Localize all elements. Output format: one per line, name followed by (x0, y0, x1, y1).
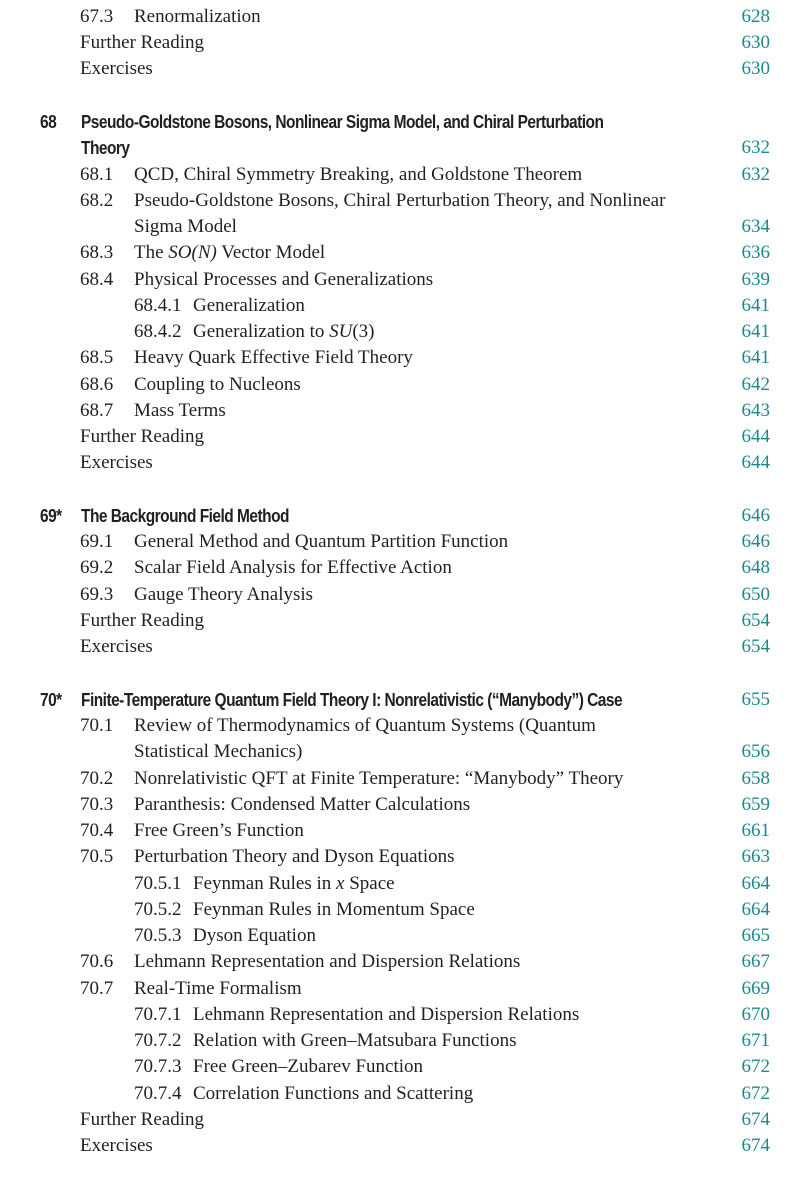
section-title: Gauge Theory Analysis (134, 584, 314, 605)
page-number: 654 (741, 636, 770, 657)
subsection-title: Lehmann Representation and Dispersion Relations (193, 1004, 580, 1025)
page-number: 634 (741, 216, 770, 237)
toc-entry[interactable] (0, 188, 798, 214)
section-title: Heavy Quark Effective Field Theory (134, 347, 413, 368)
toc-entry[interactable] (0, 1002, 798, 1028)
subsection-title: Feynman Rules in x Space (193, 873, 395, 894)
section-title: Mass Terms (134, 400, 226, 421)
chapter-number: 69* (40, 506, 62, 526)
page-number: 644 (741, 426, 770, 447)
toc-entry[interactable] (0, 450, 798, 476)
section-title: The SO(N) Vector Model (134, 242, 326, 263)
toc-entry[interactable] (0, 1028, 798, 1054)
toc-entry[interactable] (0, 398, 798, 424)
toc-entry[interactable] (0, 897, 798, 923)
section-number: 67.3 (80, 6, 114, 27)
toc-entry[interactable] (0, 1054, 798, 1080)
toc-entry[interactable] (0, 240, 798, 266)
page-number: 632 (741, 137, 770, 158)
further-reading-title: Further Reading (80, 32, 205, 53)
page-number: 669 (741, 978, 770, 999)
section-number: 68.3 (80, 242, 114, 263)
toc-entry[interactable] (0, 582, 798, 608)
toc-entry[interactable] (0, 713, 798, 739)
toc-entry[interactable] (0, 372, 798, 398)
toc-entry[interactable] (0, 949, 798, 975)
section-title: Pseudo-Goldstone Bosons, Chiral Perturbation Theory, and Nonlinear (134, 190, 666, 211)
page-number: 663 (741, 846, 770, 867)
toc-entry[interactable] (0, 345, 798, 371)
section-title: Perturbation Theory and Dyson Equations (134, 846, 455, 867)
page-number: 630 (741, 58, 770, 79)
page-number: 632 (741, 164, 770, 185)
section-title: Coupling to Nucleons (134, 374, 301, 395)
toc-entry-continued[interactable] (0, 214, 798, 240)
page-number: 661 (741, 820, 770, 841)
page-number: 658 (741, 768, 770, 789)
subsection-title: Feynman Rules in Momentum Space (193, 899, 475, 920)
page-number: 672 (741, 1056, 770, 1077)
section-number: 69.2 (80, 557, 114, 578)
section-number: 68.4 (80, 269, 114, 290)
page-number: 667 (741, 951, 770, 972)
page-number: 656 (741, 741, 770, 762)
page-number: 674 (741, 1109, 770, 1130)
subsection-number: 70.5.1 (134, 873, 182, 894)
further-reading-title: Further Reading (80, 426, 205, 447)
section-title: Real-Time Formalism (134, 978, 302, 999)
page-number: 641 (741, 321, 770, 342)
toc-entry[interactable] (0, 976, 798, 1002)
section-number: 70.1 (80, 715, 114, 736)
chapter-title: Pseudo-Goldstone Bosons, Nonlinear Sigma Model, and Chiral Perturbation (81, 112, 604, 132)
section-number: 68.7 (80, 400, 114, 421)
page-number: 630 (741, 32, 770, 53)
subsection-number: 70.7.1 (134, 1004, 182, 1025)
page-number: 642 (741, 374, 770, 395)
subsection-title: Correlation Functions and Scattering (193, 1083, 474, 1104)
page-number: 639 (741, 269, 770, 290)
toc-entry[interactable] (0, 529, 798, 555)
toc-entry[interactable] (0, 634, 798, 660)
page-number: 655 (741, 689, 770, 710)
page-number: 672 (741, 1083, 770, 1104)
toc-entry[interactable] (0, 293, 798, 319)
page-number: 659 (741, 794, 770, 815)
exercises-title: Exercises (80, 1135, 153, 1156)
chapter-entry[interactable] (0, 109, 798, 135)
page-number: 665 (741, 925, 770, 946)
section-title-continued: Statistical Mechanics) (134, 741, 303, 762)
page-number: 650 (741, 584, 770, 605)
toc-entry[interactable] (0, 923, 798, 949)
subsection-number: 70.7.3 (134, 1056, 182, 1077)
section-title: Physical Processes and Generalizations (134, 269, 434, 290)
toc-entry[interactable] (0, 1107, 798, 1133)
subsection-number: 70.7.4 (134, 1083, 182, 1104)
page-number: 644 (741, 452, 770, 473)
chapter-number: 70* (40, 690, 62, 710)
section-title: Nonrelativistic QFT at Finite Temperature: “Manybody” Theory (134, 768, 624, 789)
toc-entry[interactable] (0, 555, 798, 581)
page-number: 670 (741, 1004, 770, 1025)
subsection-number: 70.5.3 (134, 925, 182, 946)
chapter-title-continued: Theory (81, 138, 130, 158)
section-number: 68.6 (80, 374, 114, 395)
page-number: 641 (741, 295, 770, 316)
exercises-title: Exercises (80, 452, 153, 473)
toc-entry[interactable] (0, 319, 798, 345)
page-number: 643 (741, 400, 770, 421)
page-number: 636 (741, 242, 770, 263)
toc-entry[interactable] (0, 766, 798, 792)
subsection-number: 70.7.2 (134, 1030, 182, 1051)
section-title: Renormalization (134, 6, 261, 27)
subsection-number: 70.5.2 (134, 899, 182, 920)
toc-entry[interactable] (0, 424, 798, 450)
toc-entry[interactable] (0, 844, 798, 870)
page-number: 664 (741, 873, 770, 894)
exercises-title: Exercises (80, 58, 153, 79)
toc-entry-continued[interactable] (0, 739, 798, 765)
subsection-title: Free Green–Zubarev Function (193, 1056, 424, 1077)
section-number: 70.5 (80, 846, 114, 867)
chapter-number: 68 (40, 112, 57, 132)
toc-entry[interactable] (0, 56, 798, 82)
section-number: 68.2 (80, 190, 114, 211)
subsection-title: Dyson Equation (193, 925, 316, 946)
section-number: 68.5 (80, 347, 114, 368)
subsection-title: Relation with Green–Matsubara Functions (193, 1030, 517, 1051)
section-number: 70.7 (80, 978, 114, 999)
toc-entry[interactable] (0, 4, 798, 30)
section-title: Paranthesis: Condensed Matter Calculations (134, 794, 471, 815)
toc-entry[interactable] (0, 30, 798, 56)
section-title: Scalar Field Analysis for Effective Action (134, 557, 452, 578)
subsection-number: 68.4.1 (134, 295, 182, 316)
subsection-title: Generalization to SU(3) (193, 321, 375, 342)
page-number: 646 (741, 505, 770, 526)
subsection-title: Generalization (193, 295, 305, 316)
toc-entry[interactable] (0, 818, 798, 844)
section-title: QCD, Chiral Symmetry Breaking, and Goldstone Theorem (134, 164, 583, 185)
section-number: 70.4 (80, 820, 114, 841)
further-reading-title: Further Reading (80, 610, 205, 631)
toc-entry[interactable] (0, 1133, 798, 1159)
toc-entry[interactable] (0, 608, 798, 634)
page-number: 674 (741, 1135, 770, 1156)
page-number: 654 (741, 610, 770, 631)
chapter-title: Finite-Temperature Quantum Field Theory I: Nonrelativistic (“Manybody”) Case (81, 690, 623, 710)
section-number: 70.2 (80, 768, 114, 789)
toc-entry[interactable] (0, 267, 798, 293)
section-title: General Method and Quantum Partition Function (134, 531, 509, 552)
page-number: 646 (741, 531, 770, 552)
page-number: 664 (741, 899, 770, 920)
exercises-title: Exercises (80, 636, 153, 657)
chapter-title: The Background Field Method (81, 506, 289, 526)
toc-entry[interactable] (0, 871, 798, 897)
section-title: Lehmann Representation and Dispersion Relations (134, 951, 521, 972)
section-title: Review of Thermodynamics of Quantum Systems (Quantum (134, 715, 596, 736)
section-title: Free Green’s Function (134, 820, 304, 841)
chapter-entry-continued[interactable] (0, 135, 798, 161)
toc-entry[interactable] (0, 1081, 798, 1107)
page-number: 628 (741, 6, 770, 27)
toc-entry[interactable] (0, 162, 798, 188)
toc-entry[interactable] (0, 792, 798, 818)
section-number: 69.3 (80, 584, 114, 605)
page-number: 648 (741, 557, 770, 578)
section-number: 69.1 (80, 531, 114, 552)
section-number: 70.3 (80, 794, 114, 815)
chapter-entry[interactable] (0, 687, 798, 713)
section-number: 68.1 (80, 164, 114, 185)
chapter-entry[interactable] (0, 503, 798, 529)
section-title-continued: Sigma Model (134, 216, 237, 237)
subsection-number: 68.4.2 (134, 321, 182, 342)
page-number: 671 (741, 1030, 770, 1051)
section-number: 70.6 (80, 951, 114, 972)
further-reading-title: Further Reading (80, 1109, 205, 1130)
page-number: 641 (741, 347, 770, 368)
